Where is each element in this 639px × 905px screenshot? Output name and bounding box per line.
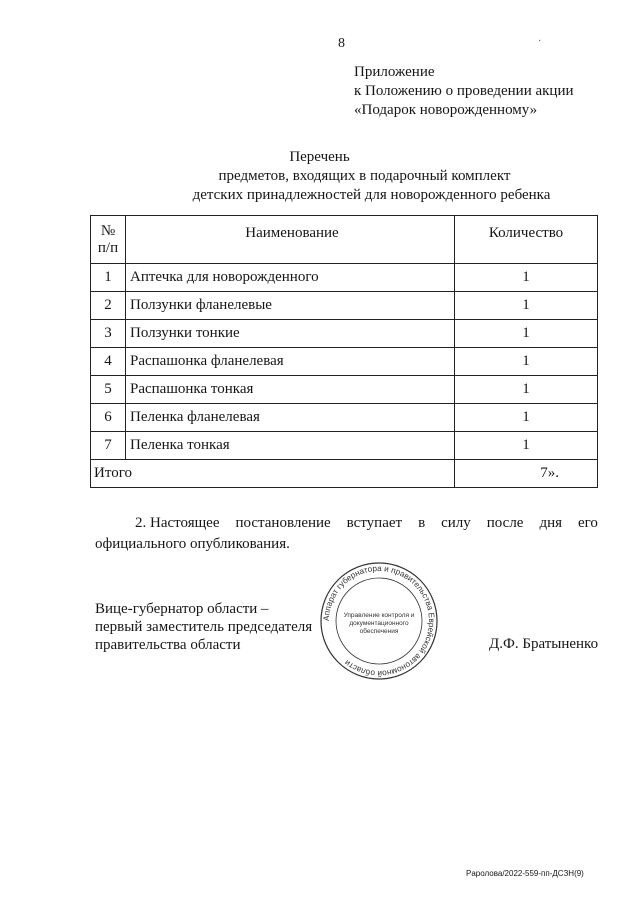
decree-word: силу [441,515,471,531]
row-number: 2 [91,292,126,320]
row-number: 1 [91,264,126,292]
total-quantity: 7». [455,460,598,488]
row-name: Аптечка для новорожденного [126,264,455,292]
decree-word: вступает [346,515,403,531]
document-reference: Рapолова/2022-559-пп-ДСЗН(9) [466,869,584,878]
signer-name: Д.Ф. Братыненко [489,636,599,652]
row-name: Ползунки фланелевые [126,292,455,320]
row-name: Пеленка фланелевая [126,404,455,432]
signer-position [95,600,312,654]
table-row [91,348,598,376]
page-number: 8 [338,36,345,51]
table-row [91,432,598,460]
header-name: Наименование [126,216,455,264]
seal-inner-line3: обеспечения [359,628,399,635]
row-number: 6 [91,404,126,432]
header-number-line2: п/п [97,239,119,256]
decree-word: его [577,515,598,531]
list-heading-title: Перечень [289,149,350,165]
row-quantity: 1 [455,404,598,432]
total-label: Итого [91,460,455,488]
seal-outer-text: Аппарат губернатора и правительства Еврейской автономной области [321,563,437,679]
table-total-row [91,460,598,488]
list-heading-subtitle-2: детских принадлежностей для новорожденного ребенка [192,187,551,203]
decree-word: постановление [235,515,331,531]
row-number: 7 [91,432,126,460]
decree-line-2: официального опубликования. [95,536,290,552]
scan-mark: · [538,36,542,47]
row-quantity: 1 [455,320,598,348]
row-number: 4 [91,348,126,376]
row-quantity: 1 [455,292,598,320]
appendix-reference: к Положению о проведении акции [354,83,574,99]
table-row [91,376,598,404]
list-heading-subtitle-1: предметов, входящих в подарочный комплект [218,168,511,184]
list-heading [0,148,639,205]
appendix-header [354,63,574,120]
signer-position-line1: Вице-губернатор области – [95,601,269,617]
decree-word: 2. Настоящее [135,515,220,531]
table-row [91,292,598,320]
header-number [91,216,126,264]
header-quantity: Количество [455,216,598,264]
row-quantity: 1 [455,348,598,376]
row-quantity: 1 [455,432,598,460]
row-quantity: 1 [455,376,598,404]
table-row [91,404,598,432]
decree-word: в [418,515,426,531]
table-header-row [91,216,598,264]
decree-paragraph [95,513,598,555]
signer-position-line3: правительства области [95,637,241,653]
seal-inner-line2: документационного [349,620,409,627]
row-name: Распашонка тонкая [126,376,455,404]
items-table [90,215,598,488]
decree-word: дня [539,515,562,531]
row-number: 3 [91,320,126,348]
official-seal [318,560,440,682]
row-name: Пеленка тонкая [126,432,455,460]
table-row [91,264,598,292]
decree-word: после [486,515,524,531]
signer-position-line2: первый заместитель председателя [95,619,313,635]
row-name: Ползунки тонкие [126,320,455,348]
appendix-campaign-name: «Подарок новорожденному» [354,102,538,118]
row-name: Распашонка фланелевая [126,348,455,376]
row-quantity: 1 [455,264,598,292]
appendix-title: Приложение [354,64,435,80]
header-number-line1: № [100,222,116,239]
decree-line-1 [95,513,598,534]
row-number: 5 [91,376,126,404]
seal-inner-line1: Управление контроля и [343,612,415,619]
table-row [91,320,598,348]
